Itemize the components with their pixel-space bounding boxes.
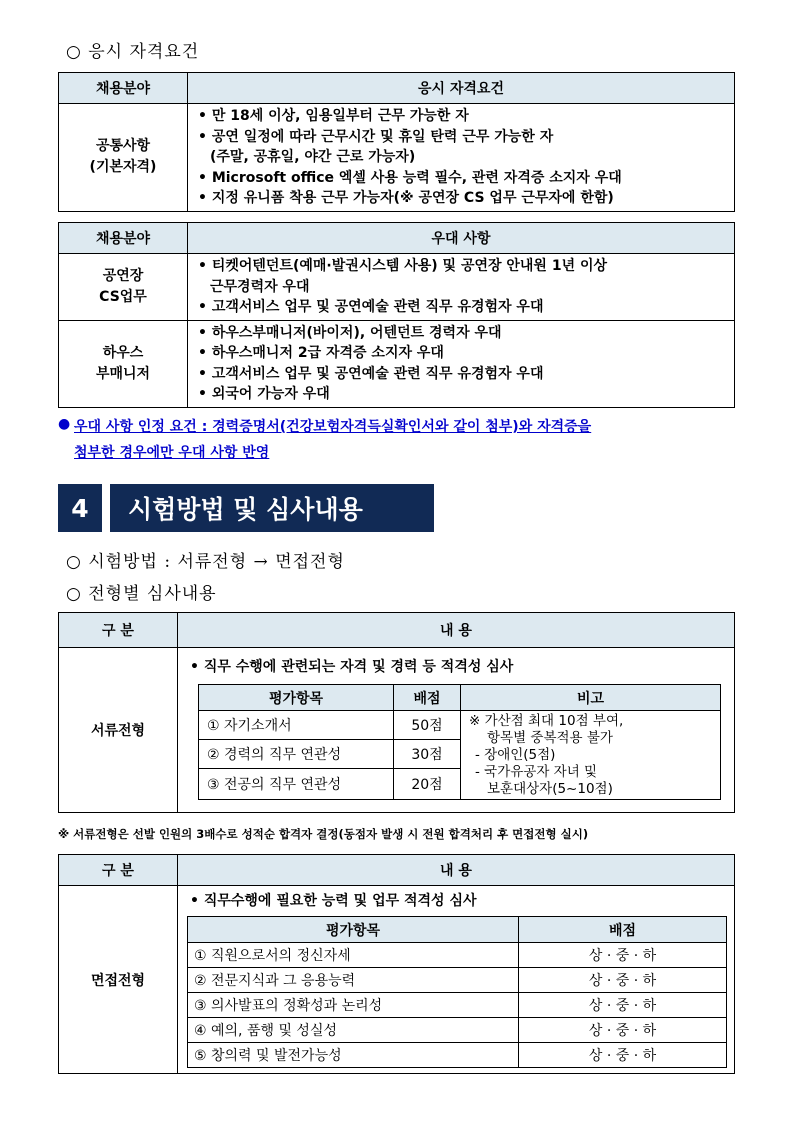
remark-line: - 장애인(5점)	[475, 747, 556, 763]
list-item: • 고객서비스 업무 및 공연예술 관련 직무 유경험자 우대	[198, 299, 544, 315]
interview-lead: • 직무수행에 필요한 능력 및 업무 적격성 심사	[190, 893, 477, 909]
category-line: 하우스	[102, 344, 144, 361]
col-note: 비고	[461, 685, 721, 711]
header-content: 내 용	[178, 613, 735, 648]
document-content	[178, 648, 735, 813]
list-item: • 티켓어텐던트(예매·발권시스템 사용) 및 공연장 안내원 1년 이상	[198, 258, 608, 274]
table-row-item: ③ 의사발표의 정확성과 논리성	[188, 993, 519, 1018]
header-category: 구 분	[59, 613, 178, 648]
list-item: • 고객서비스 업무 및 공연예술 관련 직무 유경험자 우대	[198, 365, 544, 382]
remark-line: 보훈대상자(5~10점)	[487, 781, 613, 797]
category-line: 공통사항	[95, 138, 151, 155]
preference-category-cs	[59, 254, 188, 321]
col-item: 평가항목	[199, 685, 394, 711]
col-item: 평가항목	[188, 917, 519, 943]
preference-items-cs	[188, 254, 735, 321]
remark-line: 항목별 중복적용 불가	[487, 730, 613, 746]
eligibility-items	[188, 104, 735, 212]
table-row-score: 20점	[394, 769, 461, 800]
table-row-score: 30점	[394, 740, 461, 769]
table-row-item: ② 전문지식과 그 응용능력	[188, 968, 519, 993]
list-item: (주말, 공휴일, 야간 근로 가능자)	[210, 149, 416, 165]
col-score: 배점	[519, 917, 727, 943]
eligibility-category	[59, 104, 188, 212]
table-row-item: ① 자기소개서	[199, 711, 394, 740]
document-remarks	[461, 711, 721, 800]
method-line: ○ 시험방법 : 서류전형 → 면접전형	[66, 552, 345, 572]
list-item: • 외국어 가능자 우대	[198, 386, 330, 402]
document-footnote: ※ 서류전형은 선발 인원의 3배수로 성적순 합격자 결정(동점자 발생 시 전원 합격처리 후 면접전형 실시)	[58, 827, 589, 841]
preference-category-house	[59, 320, 188, 407]
section-title: 시험방법 및 심사내용	[110, 484, 434, 532]
list-item: • 만 18세 이상, 임용일부터 근무 가능한 자	[198, 108, 469, 124]
remark-line: ※ 가산점 최대 10점 부여,	[469, 713, 624, 729]
table-row-score: 상 · 중 · 하	[519, 943, 727, 968]
section-number: 4	[58, 484, 102, 532]
category-line: CS업무	[99, 288, 147, 305]
note-line: 우대 사항 인정 요건 : 경력증명서(건강보험자격득실확인서와 같이 첨부)와 자격증을	[74, 419, 592, 435]
list-item: • 하우스부매니저(바이저), 어텐던트 경력자 우대	[198, 324, 502, 341]
eligibility-header-content: 응시 자격요건	[188, 73, 735, 104]
table-row-item: ② 경력의 직무 연관성	[199, 740, 394, 769]
header-content: 내 용	[178, 855, 735, 886]
list-item: • 공연 일정에 따라 근무시간 및 휴일 탄력 근무 가능한 자	[198, 128, 554, 145]
header-category: 구 분	[59, 855, 178, 886]
col-score: 배점	[394, 685, 461, 711]
category-interview: 면접전형	[59, 886, 178, 1074]
list-item: • 지정 유니폼 착용 근무 가능자(※ 공연장 CS 업무 근무자에 한함)	[198, 190, 614, 206]
eligibility-heading: ○ 응시 자격요건	[66, 42, 200, 62]
table-row-score: 상 · 중 · 하	[519, 1043, 727, 1068]
document-lead: • 직무 수행에 관련되는 자격 및 경력 등 적격성 심사	[190, 659, 514, 675]
table-row-score: 상 · 중 · 하	[519, 968, 727, 993]
interview-table	[58, 854, 735, 1074]
preference-table	[58, 222, 735, 408]
content-line: ○ 전형별 심사내용	[66, 584, 217, 604]
interview-inner-table	[187, 916, 727, 1068]
category-line: 공연장	[102, 267, 144, 284]
preference-header-content: 우대 사항	[188, 223, 735, 254]
preference-header-field: 채용분야	[59, 223, 188, 254]
table-row-score: 상 · 중 · 하	[519, 1018, 727, 1043]
bullet-icon: ●	[58, 416, 71, 432]
table-row-item: ① 직원으로서의 정신자세	[188, 943, 519, 968]
eligibility-table	[58, 72, 735, 212]
document-screening-table	[58, 612, 735, 813]
remark-line: - 국가유공자 자녀 및	[475, 764, 598, 780]
category-line: (기본자격)	[89, 159, 157, 176]
list-item: • Microsoft office 엑셀 사용 능력 필수, 관련 자격증 소지자 우대	[198, 169, 622, 186]
table-row-score: 50점	[394, 711, 461, 740]
table-row-score: 상 · 중 · 하	[519, 993, 727, 1018]
eligibility-header-field: 채용분야	[59, 73, 188, 104]
table-row-item: ④ 예의, 품행 및 성실성	[188, 1018, 519, 1043]
list-item: 근무경력자 우대	[210, 278, 310, 295]
table-row-item: ③ 전공의 직무 연관성	[199, 769, 394, 800]
preference-note	[58, 416, 748, 462]
note-line: 첨부한 경우에만 우대 사항 반영	[74, 445, 270, 461]
document-inner-table	[198, 684, 721, 800]
interview-content	[178, 886, 735, 1074]
preference-items-house	[188, 320, 735, 407]
category-line: 부매니저	[95, 365, 151, 382]
list-item: • 하우스매니저 2급 자격증 소지자 우대	[198, 345, 444, 361]
category-document: 서류전형	[59, 648, 178, 813]
table-row-item: ⑤ 창의력 및 발전가능성	[188, 1043, 519, 1068]
